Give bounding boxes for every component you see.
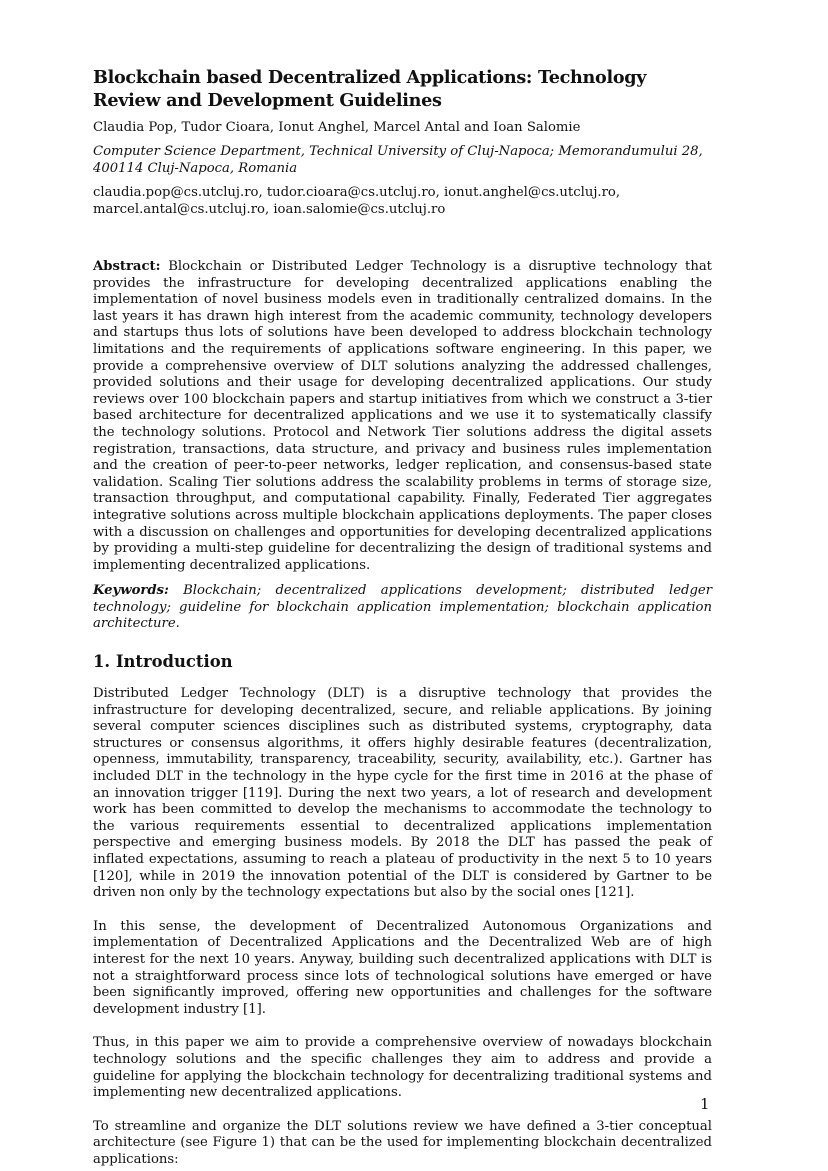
abstract-label: Abstract:: [93, 259, 161, 274]
body-paragraph: In this sense, the development of Decentralized Autonomous Organizations and implementation of Decentralized Applications and the Decentralized Web are of high interest for the next 10 years. Anyway, building such decentralized applications with DLT is not a straightforward process since lots of technological solutions have emerged or have been significantly improved, offering new opportunities and challenges for the software development industry [1].: [93, 918, 712, 1017]
page-number: 1: [700, 1095, 710, 1113]
abstract-text: Blockchain or Distributed Ledger Technology is a disruptive technology that provides the infrastructure for developing decentralized applications enabling the implementation of novel business models even in traditionally centralized domains. In the last years it has drawn high interest from the academic community, technology developers and startups thus lots of solutions have been developed to address blockchain technology limitations and the requirements of applications software engineering. In this paper, we provide a comprehensive overview of DLT solutions analyzing the addressed challenges, provided solutions and their usage for developing decentralized applications. Our study reviews over 100 blockchain papers and startup initiatives from which we construct a 3-tier based architecture for decentralized applications and we use it to systematically classify the technology solutions. Protocol and Network Tier solutions address the digital assets registration, transactions, data structure, and privacy and business rules implementation and the creation of peer-to-peer networks, ledger replication, and consensus-based state validation. Scaling Tier solutions address the scalability problems in terms of storage size, transaction throughput, and computational capability. Finally, Federated Tier aggregates integrative solutions across multiple blockchain applications deployments. The paper closes with a discussion on challenges and opportunities for developing decentralized applications by providing a multi-step guideline for decentralizing the design of traditional systems and implementing decentralized applications.: [93, 259, 712, 573]
keywords-text: Blockchain; decentralized applications development; distributed ledger technology; guideline for blockchain application implementation; blockchain application architecture.: [93, 583, 712, 632]
paper-page: [93, 66, 712, 1169]
abstract: [93, 259, 712, 574]
affiliation: Computer Science Department, Technical University of Cluj-Napoca; Memorandumului 28, 400114 Cluj-Napoca, Romania: [93, 144, 703, 176]
section-heading-introduction: 1. Introduction: [93, 652, 233, 672]
author-list: Claudia Pop, Tudor Cioara, Ionut Anghel, Marcel Antal and Ioan Salomie: [93, 120, 581, 135]
keywords: [93, 583, 712, 633]
body-paragraph: Thus, in this paper we aim to provide a comprehensive overview of nowadays blockchain technology solutions and the specific challenges they aim to address and provide a guideline for applying the blockchain technology for decentralizing traditional systems and implementing new decentralized applications.: [93, 1035, 712, 1101]
keywords-label: Keywords:: [93, 583, 169, 599]
body-paragraph: Distributed Ledger Technology (DLT) is a disruptive technology that provides the infrastructure for developing decentralized, secure, and reliable applications. By joining several computer sciences disciplines such as distributed systems, cryptography, data structures or consensus algorithms, it offers highly desirable features (decentralization, openness, immutability, transparency, traceability, security, availability, etc.). Gartner has included DLT in the technology in the hype cycle for the first time in 2016 at the phase of an innovation trigger [119]. During the next two years, a lot of research and development work has been committed to develop the mechanisms to accommodate the technology to the various requirements essential to decentralized applications implementation perspective and emerging business models. By 2018 the DLT has passed the peak of inflated expectations, assuming to reach a plateau of productivity in the next 5 to 10 years [120], while in 2019 the innovation potential of the DLT is considered by Gartner to be driven non only by the technology expectations but also by the social ones [121].: [93, 686, 712, 901]
body-paragraph: To streamline and organize the DLT solutions review we have defined a 3-tier conceptual architecture (see Figure 1) that can be the used for implementing blockchain decentralized applications:: [93, 1118, 712, 1167]
paper-title: Blockchain based Decentralized Applications: Technology Review and Development Guidelines: [93, 67, 647, 111]
author-emails: claudia.pop@cs.utcluj.ro, tudor.cioara@cs.utcluj.ro, ionut.anghel@cs.utcluj.ro, marcel.antal@cs.utcluj.ro, ioan.salomie@cs.utcluj.ro: [93, 185, 621, 217]
